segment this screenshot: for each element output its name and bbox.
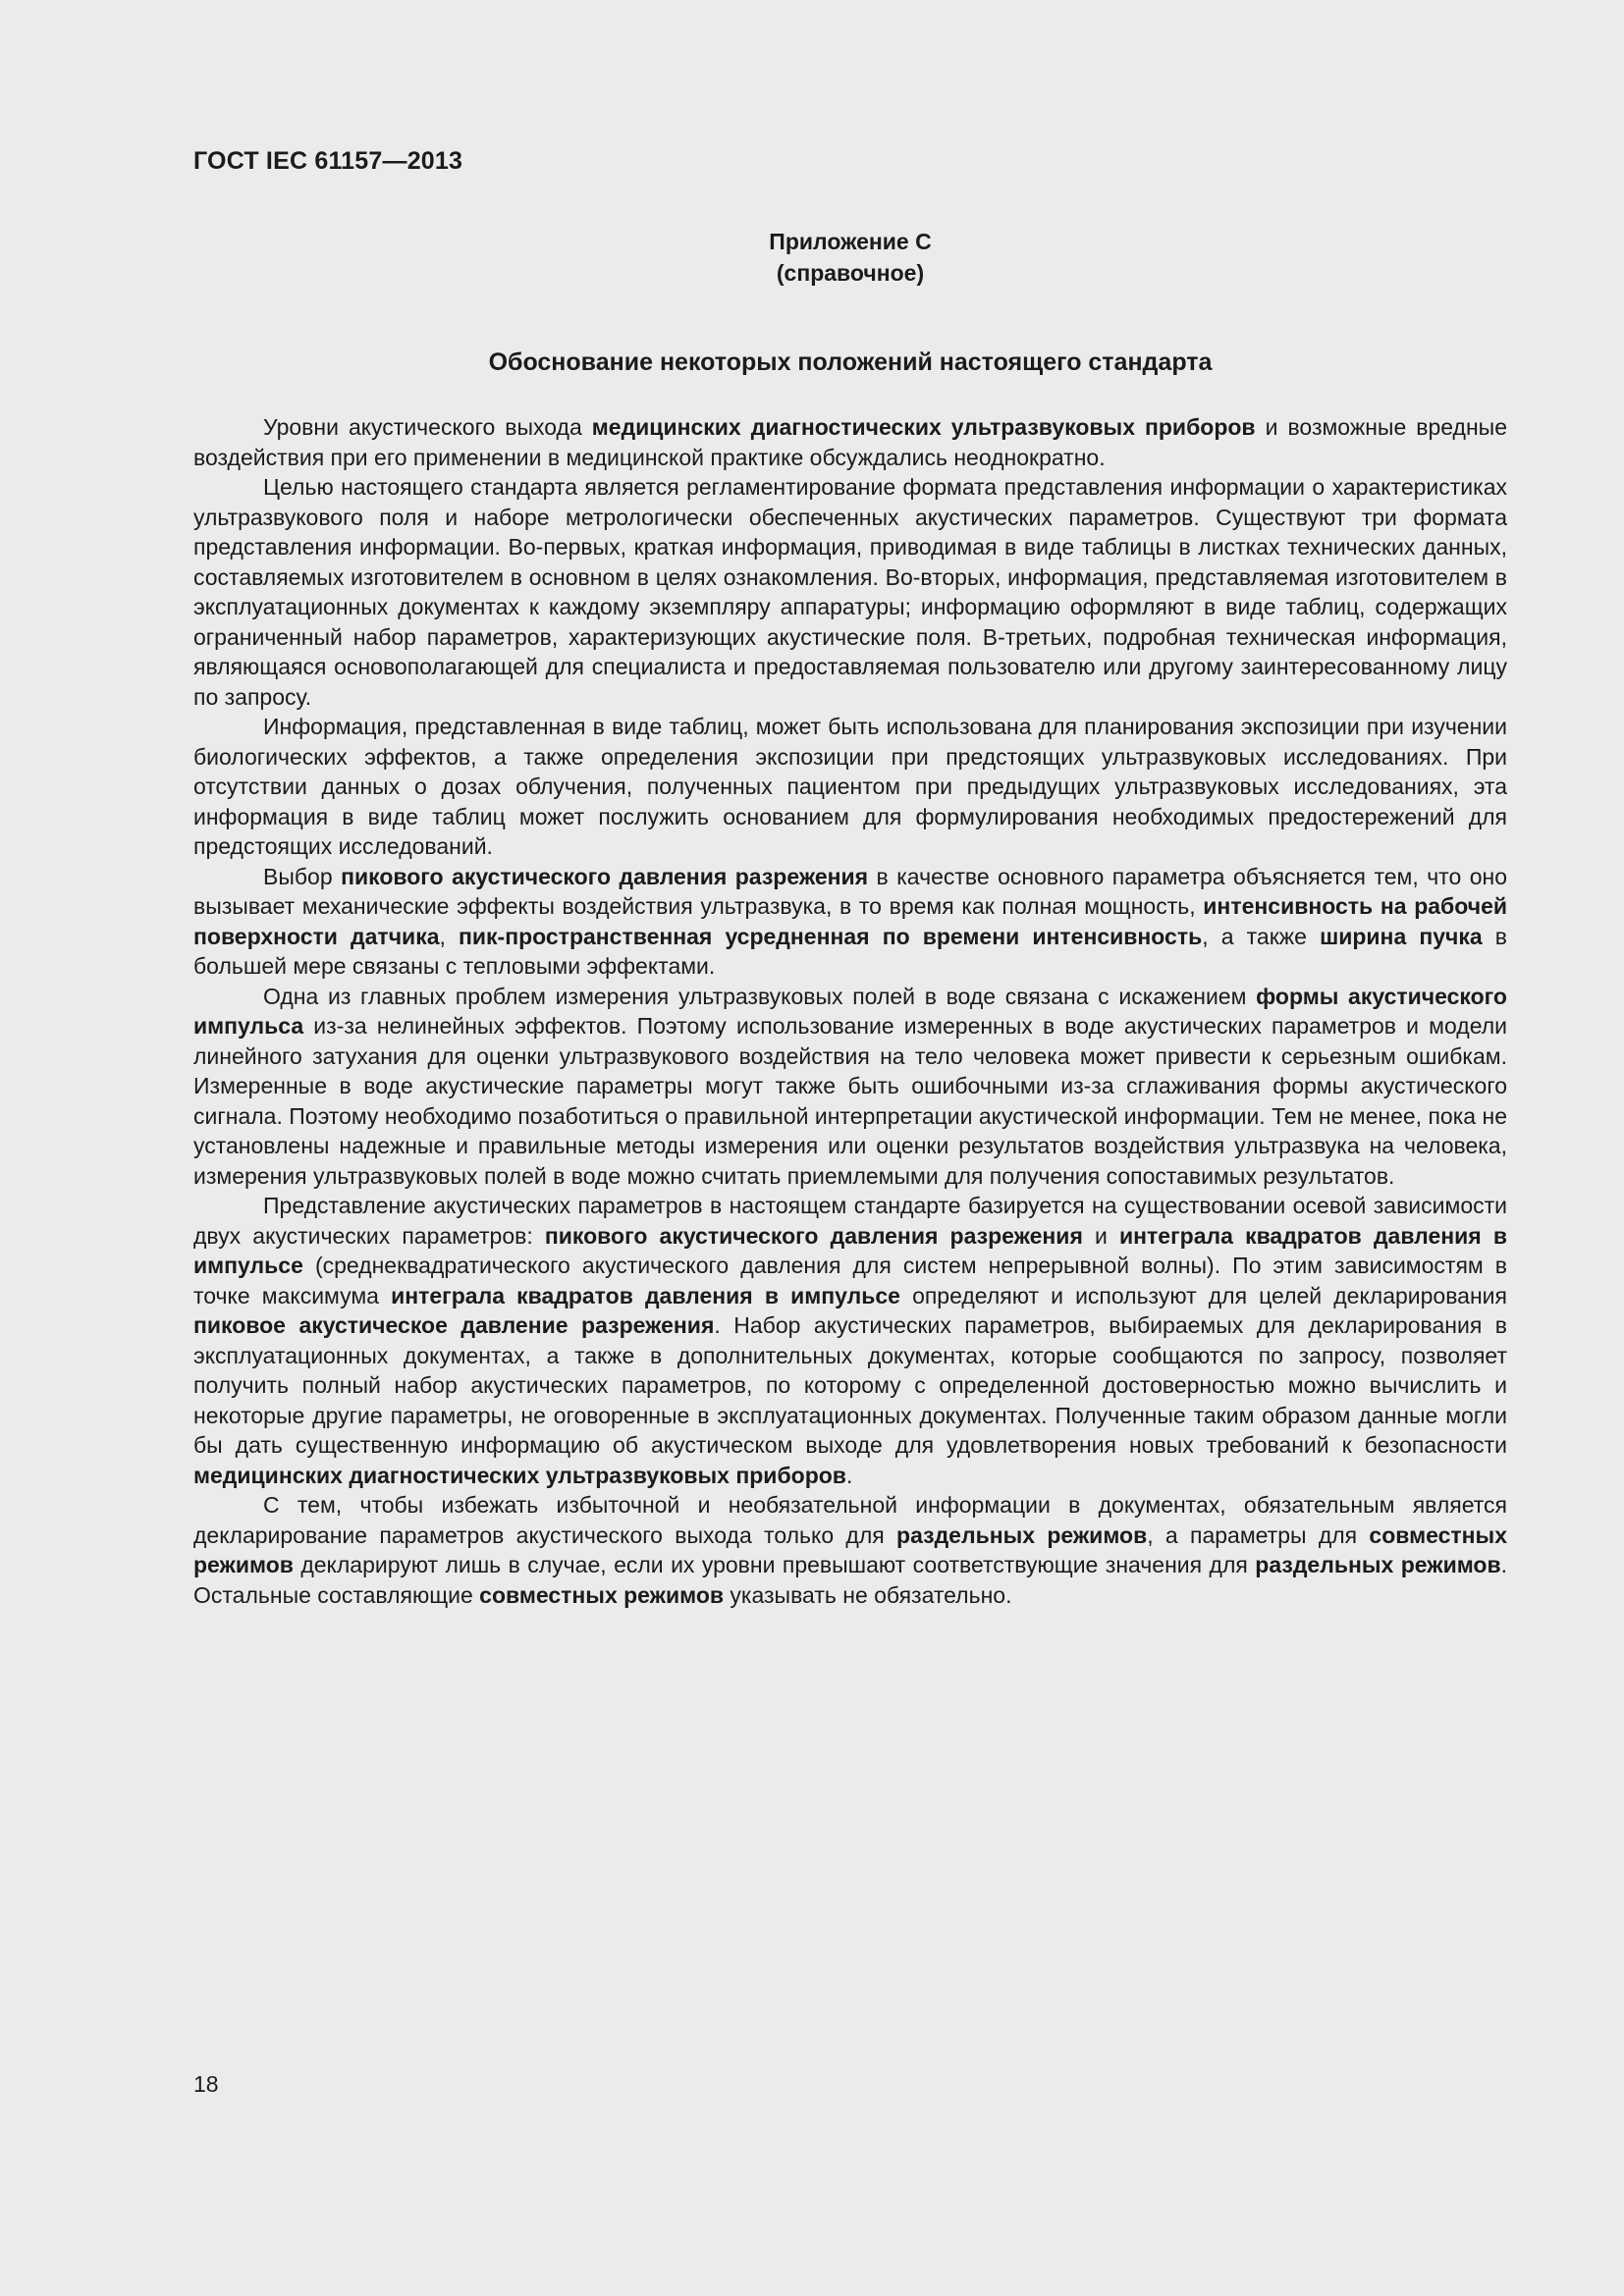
text-run: , а также xyxy=(1202,923,1321,949)
annex-status: (справочное) xyxy=(776,260,925,286)
text-run: из-за нелинейных эффектов. Поэтому использование измеренных в воде акустических параметров и модели линейного затухания для оценки ультразвукового воздействия на тело человека может привести к серьезным ошибкам. Измеренные в воде акустические параметры могут также быть ошибочными из-за сглаживания формы акустического сигнала. Поэтому необходимо позаботиться о правильной интерпретации акустической информации. Тем не менее, пока не установлены надежные и правильные методы измерения или оценки результатов воздействия ультразвука на человека, измерения ультразвуковых полей в воде можно считать приемлемыми для получения сопоставимых результатов. xyxy=(193,1013,1507,1189)
bold-term: ширина пучка xyxy=(1320,923,1483,949)
text-run: Одна из главных проблем измерения ультразвуковых полей в воде связана с искажением xyxy=(263,983,1257,1009)
text-run: Представление акустических параметров в настоящем стандарте базируется на существовании осевой зависимости двух акустических параметров: xyxy=(193,1193,1507,1249)
paragraph xyxy=(193,412,1507,472)
bold-term: совместных режимов xyxy=(193,1522,1507,1577)
paragraph xyxy=(193,982,1507,1192)
text-run: в качестве основного параметра объясняется тем, что оно вызывает механические эффекты воздействия ультразвука, в то время как полная мощность, xyxy=(193,863,1507,919)
bold-term: интеграла квадратов давления в импульсе xyxy=(391,1282,900,1308)
bold-term: пикового акустического давления разрежения xyxy=(341,863,869,889)
text-run: . xyxy=(845,1462,853,1488)
bold-term: пикового акустического давления разрежения xyxy=(544,1222,1083,1249)
bold-term: пик-пространственная усредненная по времени интенсивность xyxy=(459,923,1203,949)
annex-title: Приложение С xyxy=(769,229,932,254)
text-run: и возможные вредные воздействия при его применении в медицинской практике обсуждались неоднократно. xyxy=(193,414,1508,470)
paragraph xyxy=(193,1191,1507,1490)
bold-term: пиковое акустическое давление разрежения xyxy=(193,1312,715,1338)
text-run: , а параметры для xyxy=(1147,1522,1370,1548)
section-title: Обоснование некоторых положений настоящего стандарта xyxy=(488,348,1213,376)
paragraph xyxy=(193,472,1507,712)
text-run: декларируют лишь в случае, если их уровни превышают соответствующие значения для xyxy=(293,1552,1256,1577)
text-run: Целью настоящего стандарта является регламентирование формата представления информации о характеристиках ультразвукового поля и наборе метрологически обеспеченных акустических параметров. Существуют три формата представления информации. Во-первых, краткая информация, приводимая в виде таблицы в листках технических данных, составляемых изготовителем в основном в целях ознакомления. Во-вторых, информация, представляемая изготовителем в эксплуатационных документах к каждому экземпляру аппаратуры; информацию оформляют в виде таблиц, содержащих ограниченный набор параметров, характеризующих акустические поля. В-третьих, подробная техническая информация, являющаяся основополагающей для специалиста и предоставляемая пользователю или другому заинтересованному лицу по запросу. xyxy=(193,474,1507,710)
text-run: и xyxy=(1082,1222,1120,1249)
text-run: (среднеквадратического акустического давления для систем непрерывной волны). По этим зависимостям в точке максимума xyxy=(193,1253,1507,1308)
text-run: указывать не обязательно. xyxy=(724,1581,1012,1608)
bold-term: раздельных режимов xyxy=(1255,1552,1501,1577)
bold-term: раздельных режимов xyxy=(896,1522,1148,1548)
bold-term: интеграла квадратов давления в импульсе xyxy=(193,1222,1507,1278)
document-header: ГОСТ IEC 61157—2013 xyxy=(193,147,463,175)
text-run: . Набор акустических параметров, выбираемых для декларирования в эксплуатационных документах, а также в дополнительных документах, которые сообщаются по запросу, позволяет получить полный набор акустических параметров, по которому с определенной достоверностью можно вычислить и некоторые другие параметры, не оговоренные в эксплуатационных документах. Полученные таким образом данные могли бы дать существенную информацию об акустическом выходе для удовлетворения новых требований к безопасности xyxy=(193,1312,1507,1458)
paragraph xyxy=(193,1490,1507,1610)
body-text xyxy=(193,412,1507,1610)
annex-heading xyxy=(193,226,1507,289)
text-run: , xyxy=(439,923,459,949)
bold-term: медицинских диагностических ультразвуковых приборов xyxy=(193,1462,846,1488)
paragraph xyxy=(193,862,1507,982)
text-run: Информация, представленная в виде таблиц, может быть использована для планирования экспозиции при изучении биологических эффектов, а также определения экспозиции при предстоящих ультразвуковых исследованиях. При отсутствии данных о дозах облучения, полученных пациентом при предыдущих ультразвуковых исследованиях, эта информация в виде таблиц может послужить основанием для формулирования необходимых предостережений для предстоящих исследований. xyxy=(193,714,1507,859)
text-run: Уровни акустического выхода xyxy=(263,414,592,440)
bold-term: медицинских диагностических ультразвуковых приборов xyxy=(591,414,1256,440)
bold-term: интенсивность на рабочей поверхности датчика xyxy=(193,893,1507,949)
text-run: С тем, чтобы избежать избыточной и необязательной информации в документах, обязательным является декларирование параметров акустического выхода только для xyxy=(193,1492,1507,1548)
page-number: 18 xyxy=(193,2071,219,2097)
text-run: Выбор xyxy=(263,863,342,889)
text-run: в большей мере связаны с тепловыми эффектами. xyxy=(193,923,1508,979)
text-run: определяют и используют для целей декларирования xyxy=(899,1282,1507,1308)
paragraph xyxy=(193,712,1507,862)
bold-term: формы акустического импульса xyxy=(193,983,1507,1039)
bold-term: совместных режимов xyxy=(479,1581,725,1608)
text-run: . Остальные составляющие xyxy=(193,1552,1507,1608)
